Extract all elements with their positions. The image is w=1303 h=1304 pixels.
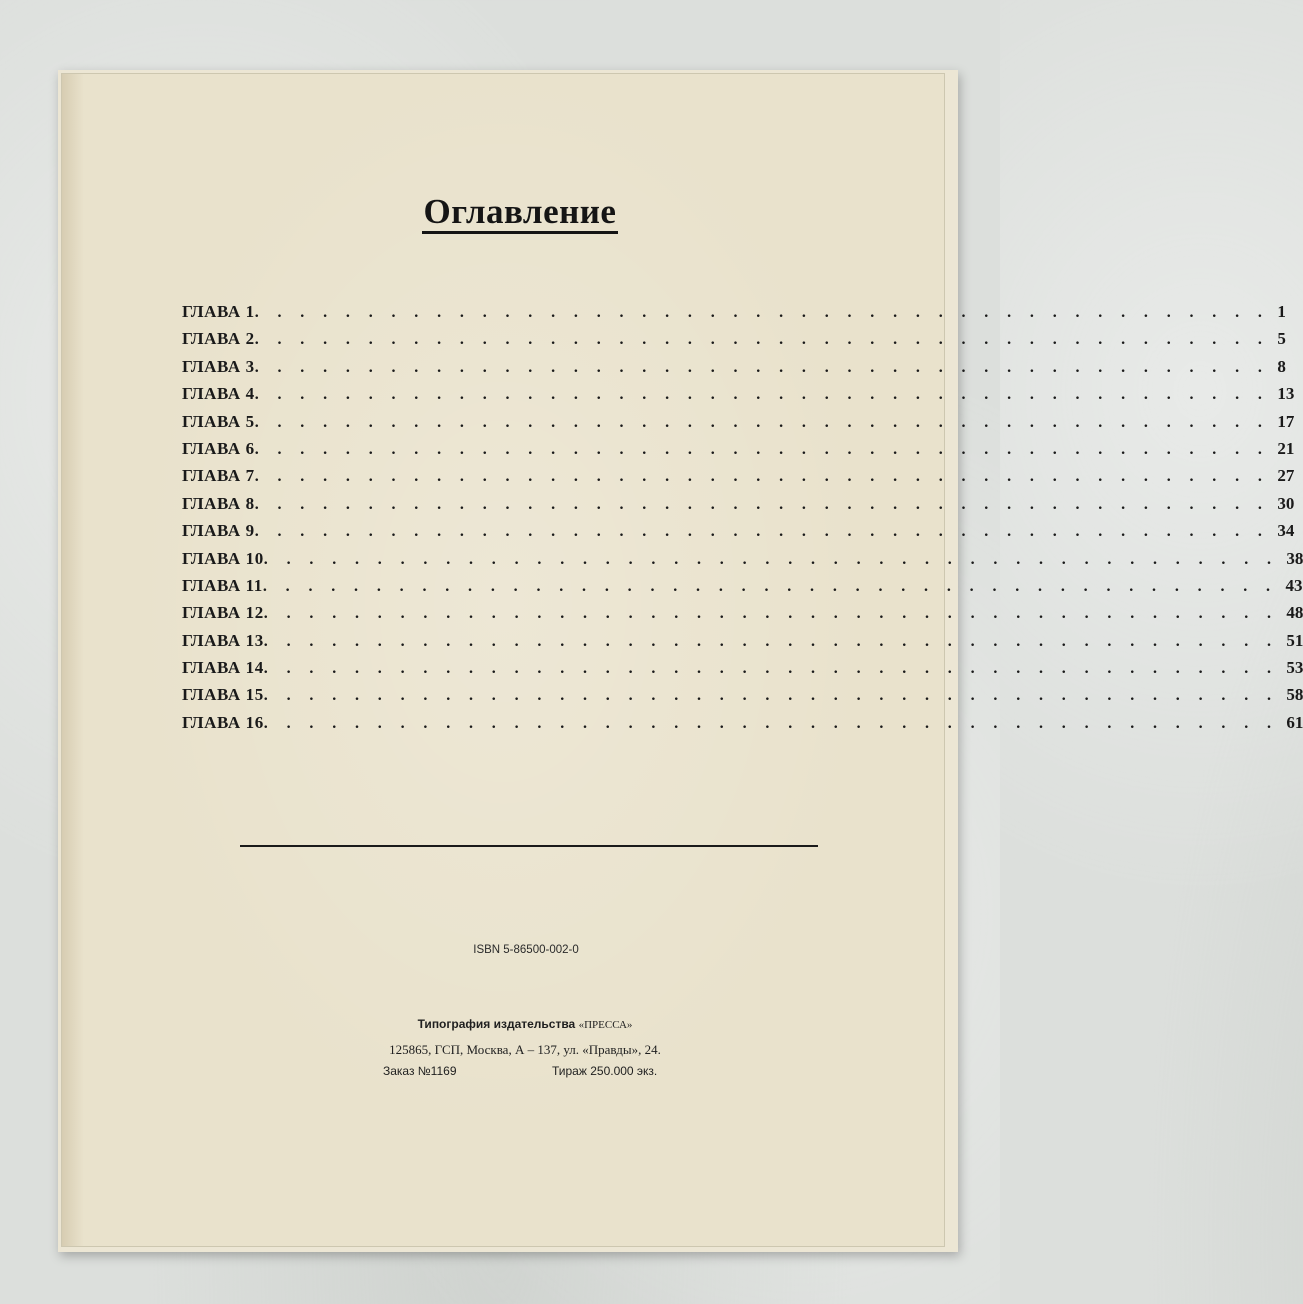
toc-dot-leader: . . . . . . . . . . . . . . . . . . . . . . . . . . . . . . . . . . . . . . . . . . . . . <box>254 304 1270 321</box>
publisher-name: «ПРЕССА» <box>578 1019 633 1031</box>
toc-entry-label: ГЛАВА 11 <box>182 575 263 595</box>
printer-address: 125865, ГСП, Москва, А – 137, ул. «Правды», 24. <box>389 1042 661 1057</box>
toc-entry <box>182 603 1303 630</box>
toc-entry <box>182 329 1286 356</box>
toc-entry-label: ГЛАВА 8 <box>182 493 255 513</box>
toc-entry <box>182 685 1303 712</box>
toc-entry <box>182 630 1303 658</box>
toc-entry-label: ГЛАВА 7 <box>182 466 255 486</box>
toc-entry-label: ГЛАВА 1 <box>182 302 255 321</box>
toc-dot-leader: . . . . . . . . . . . . . . . . . . . . . . . . . . . . . . . . . . . . . . . . . . . . . <box>263 660 1279 678</box>
toc-dot-leader: . . . . . . . . . . . . . . . . . . . . . . . . . . . . . . . . . . . . . . . . . . . . . <box>254 413 1270 431</box>
toc-dot-leader: . . . . . . . . . . . . . . . . . . . . . . . . . . . . . . . . . . . . . . . . . . . . . <box>263 687 1279 705</box>
page-title-text: Оглавление <box>422 193 619 234</box>
toc-entry <box>182 658 1303 685</box>
toc-entry-page: 61 <box>1286 712 1303 732</box>
toc-entry-page: 30 <box>1277 493 1295 513</box>
toc-entry <box>182 466 1295 493</box>
toc-dot-leader: . . . . . . . . . . . . . . . . . . . . . . . . . . . . . . . . . . . . . . . . . . . . . <box>263 605 1279 623</box>
toc-entry-label: ГЛАВА 14 <box>182 658 264 678</box>
toc-entry-label: ГЛАВА 4 <box>182 384 255 404</box>
print-run: Тираж 250.000 экз. <box>552 1064 658 1078</box>
toc-entry-page: 1 <box>1277 302 1286 321</box>
toc-entry <box>182 302 1286 329</box>
toc-dot-leader: . . . . . . . . . . . . . . . . . . . . . . . . . . . . . . . . . . . . . . . . . . . . . <box>254 440 1270 458</box>
toc-dot-leader: . . . . . . . . . . . . . . . . . . . . . . . . . . . . . . . . . . . . . . . . . . . . . <box>263 632 1279 650</box>
horizontal-rule <box>240 845 818 847</box>
toc-entry <box>182 575 1303 603</box>
toc-entry <box>182 493 1295 521</box>
order-number: Заказ №1169 <box>383 1064 457 1078</box>
toc-entry-label: ГЛАВА 15 <box>182 685 264 705</box>
toc-entry-page: 51 <box>1286 630 1303 650</box>
toc-entry-page: 34 <box>1277 521 1295 541</box>
toc-entry-label: ГЛАВА 3 <box>182 356 255 376</box>
toc-entry-page: 17 <box>1277 411 1295 431</box>
toc-entry-page: 5 <box>1277 329 1286 349</box>
toc-dot-leader: . . . . . . . . . . . . . . . . . . . . . . . . . . . . . . . . . . . . . . . . . . . . . <box>254 495 1270 513</box>
toc-entry-label: ГЛАВА 12 <box>182 603 264 623</box>
toc-entry <box>182 438 1295 466</box>
table-of-contents <box>182 302 1303 740</box>
toc-dot-leader: . . . . . . . . . . . . . . . . . . . . . . . . . . . . . . . . . . . . . . . . . . . . . <box>254 358 1270 376</box>
toc-entry-page: 43 <box>1285 575 1303 595</box>
toc-dot-leader: . . . . . . . . . . . . . . . . . . . . . . . . . . . . . . . . . . . . . . . . . . . . . <box>254 523 1270 541</box>
toc-entry-label: ГЛАВА 16 <box>182 712 264 732</box>
page-title <box>0 192 1000 234</box>
toc-entry-label: ГЛАВА 5 <box>182 411 255 431</box>
toc-entry <box>182 411 1295 439</box>
toc-dot-leader: . . . . . . . . . . . . . . . . . . . . . . . . . . . . . . . . . . . . . . . . . . . . . <box>254 468 1270 486</box>
toc-dot-leader: . . . . . . . . . . . . . . . . . . . . . . . . . . . . . . . . . . . . . . . . . . . . . <box>254 331 1270 349</box>
toc-entry-label: ГЛАВА 6 <box>182 438 255 458</box>
toc-dot-leader: . . . . . . . . . . . . . . . . . . . . . . . . . . . . . . . . . . . . . . . . . . . . . <box>254 386 1270 404</box>
toc-entry-page: 58 <box>1286 685 1303 705</box>
toc-entry-page: 8 <box>1277 356 1286 376</box>
printer-name: Типография издательства <box>417 1017 576 1031</box>
toc-entry-page: 27 <box>1277 466 1295 486</box>
toc-dot-leader: . . . . . . . . . . . . . . . . . . . . . . . . . . . . . . . . . . . . . . . . . . . . . <box>263 550 1279 568</box>
toc-dot-leader: . . . . . . . . . . . . . . . . . . . . . . . . . . . . . . . . . . . . . . . . . . . . . <box>263 714 1279 732</box>
toc-entry-label: ГЛАВА 9 <box>182 521 255 541</box>
toc-entry-page: 48 <box>1286 603 1303 623</box>
toc-entry <box>182 384 1295 411</box>
printer-line <box>0 1017 1050 1031</box>
toc-entry <box>182 712 1303 740</box>
toc-entry-label: ГЛАВА 2 <box>182 329 255 349</box>
toc-entry-page: 53 <box>1286 658 1303 678</box>
toc-entry <box>182 548 1303 576</box>
toc-entry-label: ГЛАВА 13 <box>182 630 264 650</box>
toc-entry <box>182 521 1295 548</box>
toc-entry-page: 13 <box>1277 384 1295 404</box>
toc-entry <box>182 356 1286 384</box>
toc-entry-page: 38 <box>1286 548 1303 568</box>
toc-entry-page: 21 <box>1277 438 1295 458</box>
isbn: ISBN 5-86500-002-0 <box>473 944 579 956</box>
toc-dot-leader: . . . . . . . . . . . . . . . . . . . . . . . . . . . . . . . . . . . . . . . . . . . . . <box>262 577 1278 595</box>
toc-entry-label: ГЛАВА 10 <box>182 548 264 568</box>
